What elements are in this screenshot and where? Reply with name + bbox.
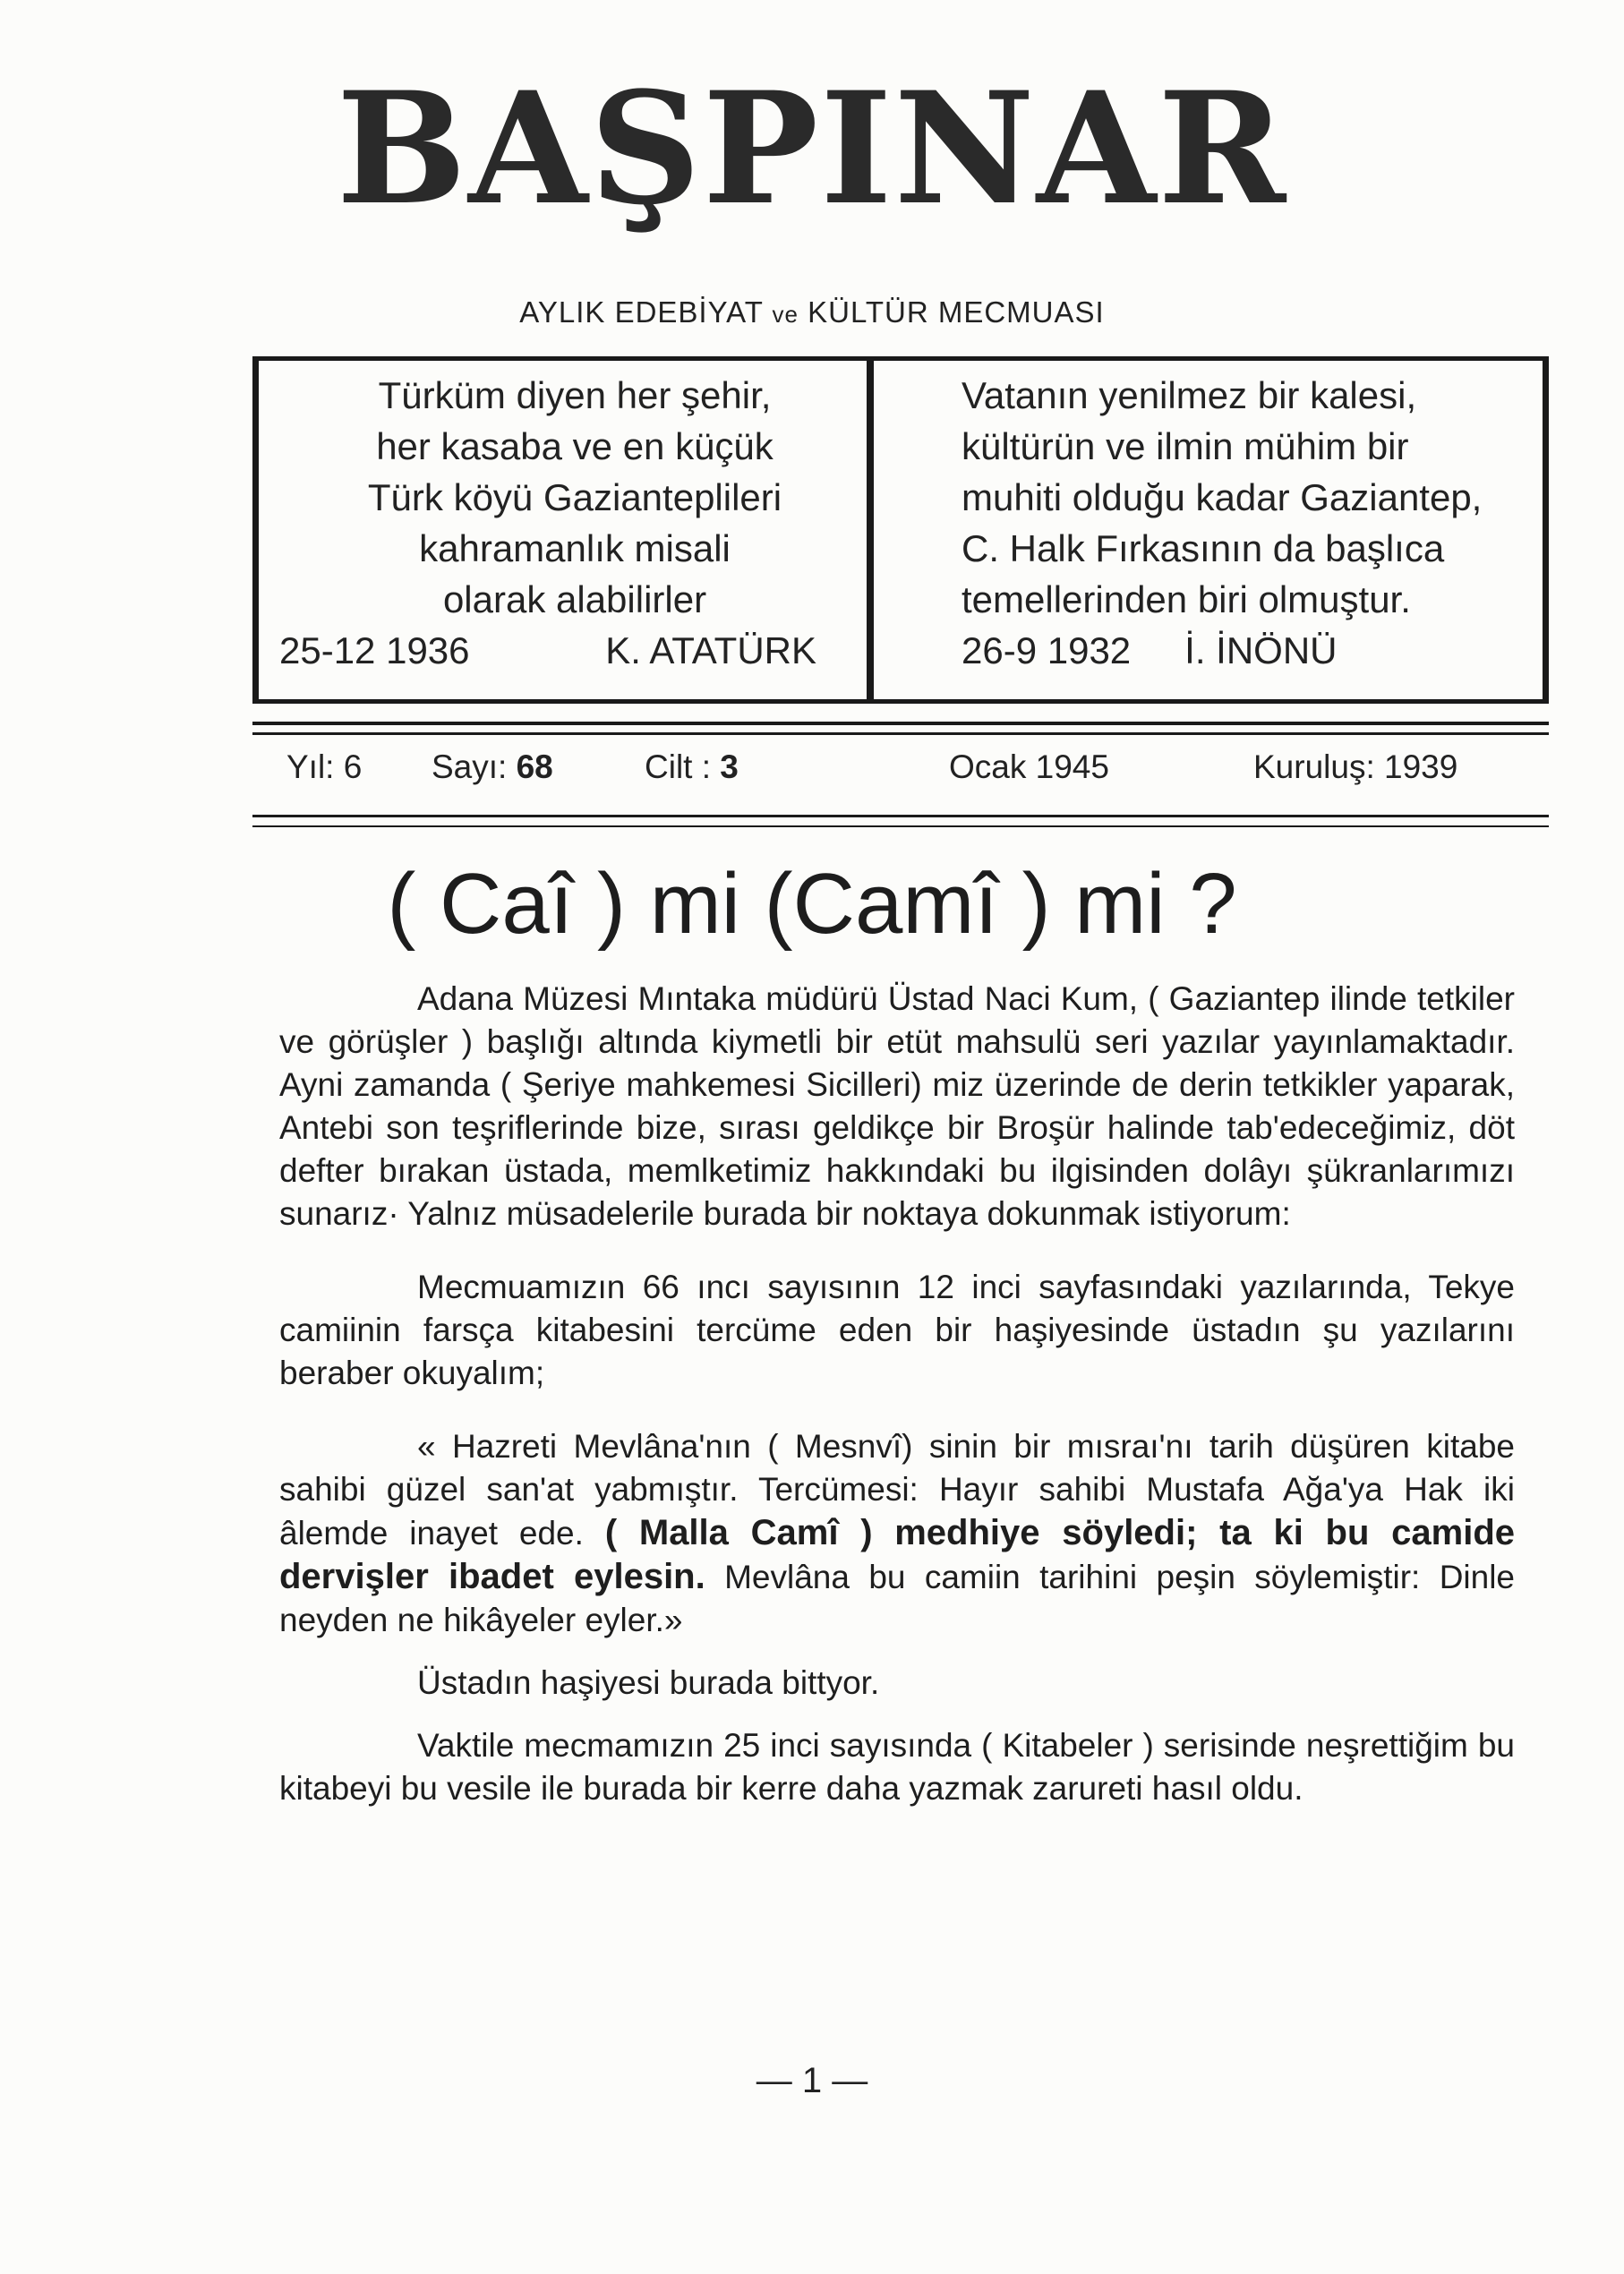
quote-box	[252, 356, 1549, 704]
issue-number-label: Sayı:	[432, 748, 508, 785]
quote-text: « Hazreti Mevlâna'nın ( Mesnvî) sinin bir mısraı'nı tarih düşüren kitabe sahibi güzel san'at yabmıştır. Tercümesi: Hayır sahibi Mustafa Ağa'ya Hak iki âlemde inayet ede.	[279, 1428, 1515, 1552]
quote-date: 25-12 1936	[279, 629, 470, 671]
issue-founded: Kuruluş: 1939	[1253, 748, 1458, 785]
article-paragraph: Üstadın haşiyesi burada bittyor.	[417, 1664, 880, 1701]
quote-line: Türk köyü Gaziantеplileri	[367, 476, 782, 518]
quote-box-left-rule	[252, 361, 259, 699]
article-paragraph: Mecmuamızın 66 ıncı sayısının 12 inci sayfasındaki yazılarında, Tekye camiinin farsça kitabesini tercüme eden bir haşiyesinde üstadın şu yazılarını beraber okuyalım;	[279, 1269, 1515, 1391]
issue-volume-value: 3	[720, 748, 739, 785]
rule-above-issue	[252, 722, 1549, 725]
inonu-quote	[962, 370, 1534, 676]
article-paragraph: Adana Müzesi Mıntaka müdürü Üstad Naci Kum, ( Gaziantep ilinde tetkiler ve görüşler ) başlığı altında kiymetli bir etüt mahsulü seri yazılar yayınlamaktadır. Ayni zamanda ( Şeriye mahkemesi Sicilleri) miz üzerinde de derin tetkikler yaparak, Antebi son teşriflerinde bize, sırası geldikçe bir Broşür halinde tab'edeceğimiz, döt defter bırakan üstada, memlketimiz hakkındaki bu ilgisinden dolâyı şükranlarımızı sunarız· Yalnız müsadelerile burada bir noktaya dokunmak istiyorum:	[279, 980, 1515, 1232]
quote-date: 26-9 1932	[962, 629, 1132, 671]
quote-author: İ. İNÖNÜ	[1184, 629, 1338, 671]
rule-below-issue	[252, 815, 1549, 817]
issue-number-value: 68	[516, 748, 553, 785]
quote-line: kültürün ve ilmin mühim bir	[962, 425, 1409, 467]
quote-author: K. ATATÜRK	[605, 629, 816, 671]
subtitle-ve: ve	[772, 301, 799, 328]
inonu-signature	[962, 625, 1534, 676]
quote-line: temellerinden biri olmuştur.	[962, 578, 1411, 620]
quote-line: olarak alabilirler	[442, 578, 707, 620]
issue-volume-label: Cilt :	[645, 748, 711, 785]
article-body	[279, 978, 1515, 1810]
issue-volume	[645, 748, 739, 786]
rule-above-issue-thin	[252, 732, 1549, 735]
subtitle-post: KÜLTÜR MECMUASI	[808, 295, 1105, 329]
issue-year: Yıl: 6	[286, 748, 363, 785]
ataturk-signature	[279, 625, 870, 676]
quote-line: her kasaba ve en küçük	[376, 425, 774, 467]
masthead-title: BAŞPINAR	[336, 57, 1288, 239]
issue-line	[286, 748, 1522, 799]
quote-box-right-rule	[1543, 361, 1549, 699]
quote-line: C. Halk Fırkasının da başlıca	[962, 527, 1445, 569]
rule-below-issue-thin	[252, 825, 1549, 827]
quote-emphasis: ( Malla Camî ) medhiye söyledi; ta ki bu camide dervişler ibadet eylesin.	[279, 1513, 1515, 1596]
quote-line: Vatanın yenilmez bir kalesi,	[962, 374, 1417, 416]
page-number: — 1 —	[756, 2061, 868, 2100]
issue-date: Ocak 1945	[949, 748, 1109, 785]
article-title: ( Caî ) mi (Camî ) mi ?	[387, 856, 1237, 952]
article-paragraph: Vaktile mecmamızın 25 inci sayısında ( Kitabeler ) serisinde neşrettiğim bu kitabeyi bu vesile ile burada bir kerre daha yazmak zarureti hasıl oldu.	[279, 1727, 1515, 1807]
issue-number	[432, 748, 553, 786]
quote-line: kahramanlık misali	[419, 527, 731, 569]
quote-line: muhiti olduğu kadar Gaziantep,	[962, 476, 1483, 518]
quote-line: Türküm diyen her şehir,	[378, 374, 772, 416]
ataturk-quote	[279, 370, 870, 676]
quote-text: Mevlâna bu camiin tarihini peşin söylemiştir: Dinle neyden ne hikâyeler eyler.»	[279, 1559, 1516, 1638]
article-quote-paragraph	[279, 1425, 1515, 1642]
subtitle-pre: AYLIK EDEBİYAT	[519, 295, 764, 329]
masthead-subtitle	[0, 295, 1624, 329]
